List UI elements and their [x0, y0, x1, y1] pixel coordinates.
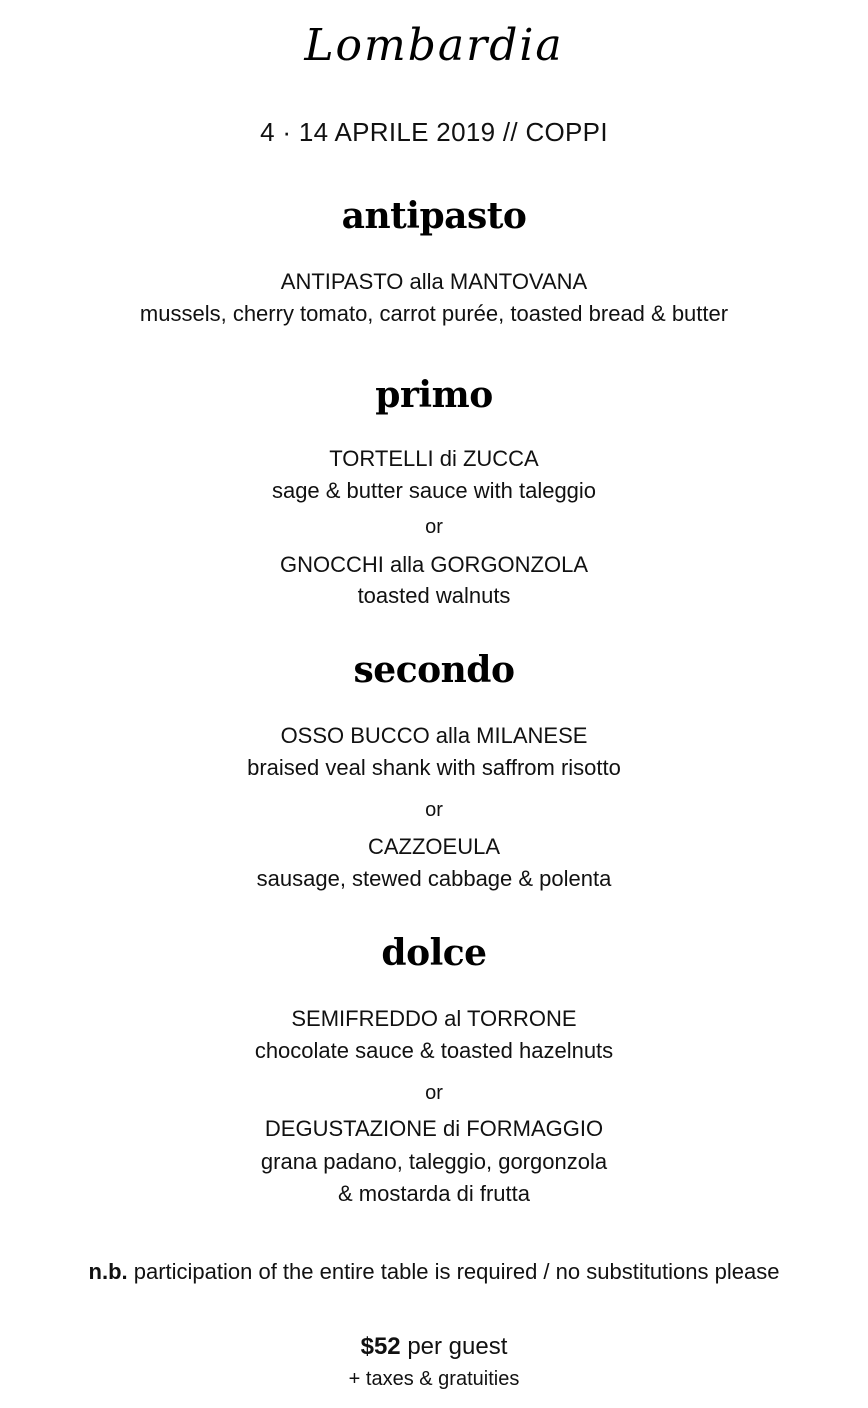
dish-description: sage & butter sauce with taleggio: [271, 478, 597, 503]
note-text: participation of the entire table is required / no substitutions please: [127, 1259, 780, 1284]
dish-description: toasted walnuts: [357, 583, 511, 608]
dish-name: CAZZOEULA: [367, 834, 501, 859]
dish-name: TORTELLI di ZUCCA: [329, 446, 539, 471]
choice-separator: or: [425, 799, 443, 821]
dish-name: GNOCCHI alla GORGONZOLA: [279, 552, 589, 577]
choice-separator: or: [425, 516, 443, 538]
note-label: n.b.: [88, 1259, 128, 1284]
course-heading-dolce: dolce: [381, 932, 487, 974]
price-suffix: per guest: [400, 1333, 508, 1360]
course-heading-primo: primo: [375, 374, 493, 416]
price-amount: $52: [360, 1333, 401, 1360]
dish-name: SEMIFREDDO al TORRONE: [291, 1006, 577, 1031]
course-heading-antipasto: antipasto: [341, 195, 527, 237]
dish-description: chocolate sauce & toasted hazelnuts: [254, 1038, 614, 1063]
dish-description: grana padano, taleggio, gorgonzola: [260, 1149, 608, 1174]
price-line: [0, 1332, 868, 1362]
dish-description: mussels, cherry tomato, carrot purée, toasted bread & butter: [139, 301, 729, 326]
taxes-note: + taxes & gratuities: [348, 1368, 520, 1390]
menu-dates: 4 · 14 APRILE 2019 // COPPI: [260, 117, 608, 147]
dish-name: DEGUSTAZIONE di FORMAGGIO: [264, 1116, 604, 1141]
course-heading-secondo: secondo: [353, 649, 515, 691]
dish-name: OSSO BUCCO alla MILANESE: [280, 723, 588, 748]
menu-title: Lombardia: [304, 20, 564, 71]
choice-separator: or: [425, 1082, 443, 1104]
table-participation-note: [0, 1257, 868, 1287]
dish-name: ANTIPASTO alla MANTOVANA: [280, 269, 588, 294]
dish-description: braised veal shank with saffrom risotto: [247, 755, 621, 780]
dish-description: sausage, stewed cabbage & polenta: [256, 866, 612, 891]
dish-description-continued: & mostarda di frutta: [338, 1181, 530, 1206]
